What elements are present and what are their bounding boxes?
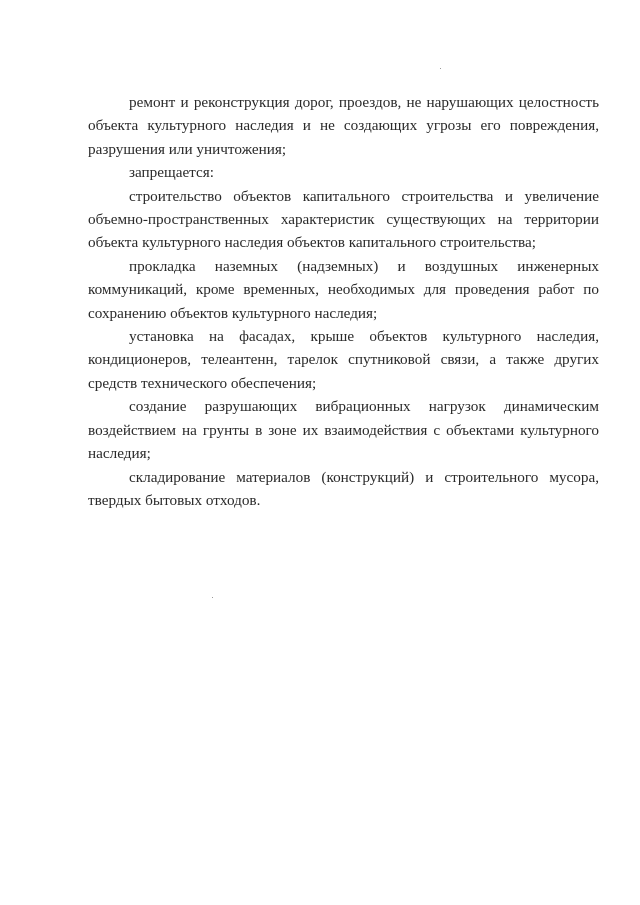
paragraph-prohibited-heading: запрещается: [129,164,214,182]
paragraph-facade-installation: установка на фасадах, крыше объектов культурного наследия, кондиционеров, телеантенн, тарелок спутниковой связи, а также других средств технического обеспечения; [88,328,599,392]
document-body [88,91,599,512]
paragraph-storage-waste: складирование материалов (конструкций) и строительного мусора, твердых бытовых отходов. [88,468,599,509]
paragraph-construction: строительство объектов капитального строительства и увеличение объемно-пространственных характеристик существующих на территории объекта культурного наследия объектов капитального строительства; [88,187,599,252]
paragraph-vibration-loads: создание разрушающих вибрационных нагрузок динамическим воздействием на грунты в зоне их взаимодействия с объектами культурного наследия; [88,398,599,463]
scan-speck [212,597,213,598]
paragraph-utilities: прокладка наземных (надземных) и воздушных инженерных коммуникаций, кроме временных, необходимых для проведения работ по сохранению объектов культурного наследия; [88,257,599,322]
scan-speck [440,68,441,69]
paragraph-road-repair: ремонт и реконструкция дорог, проездов, не нарушающих целостность объекта культурного наследия и не создающих угрозы его повреждения, разрушения или уничтожения; [88,94,599,158]
